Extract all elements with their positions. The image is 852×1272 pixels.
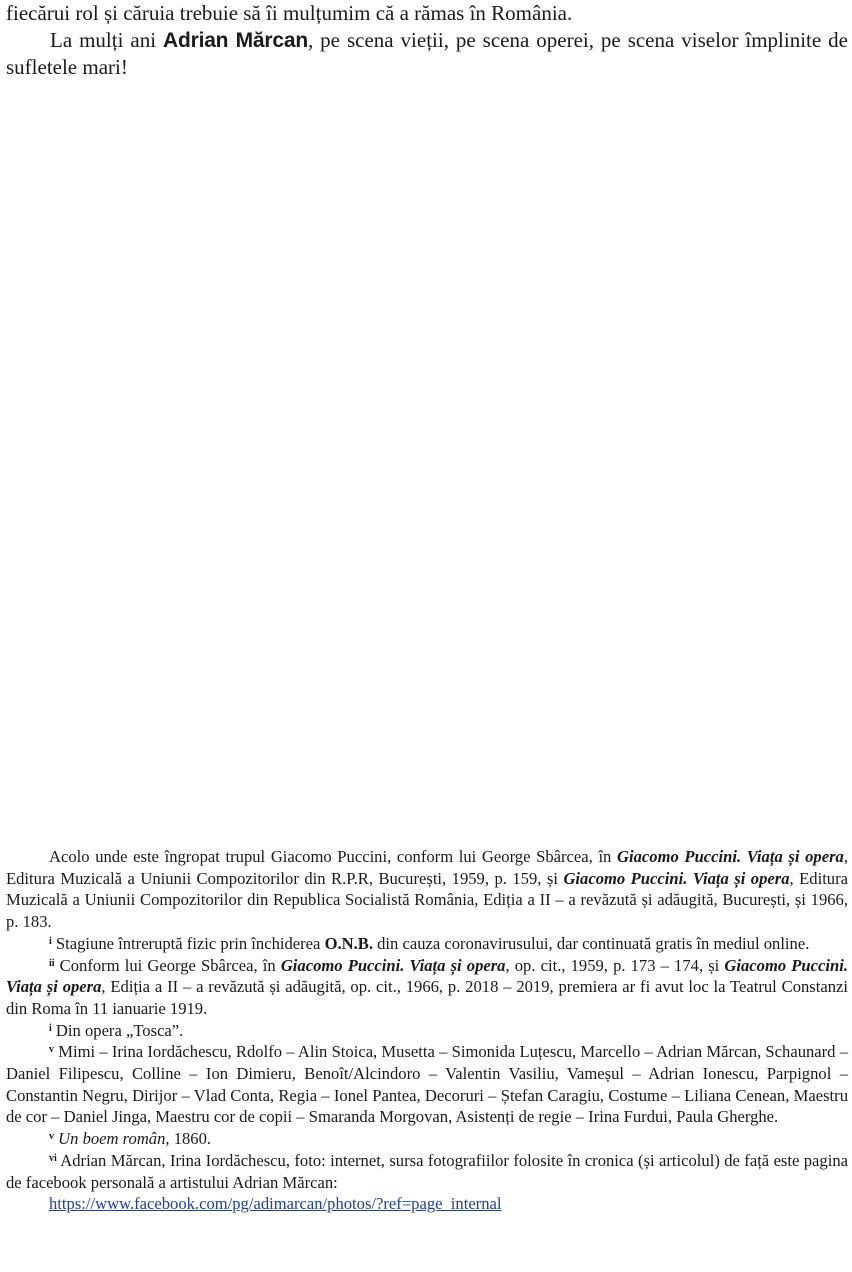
- closing-paragraph-rest: , pe scena vieții, pe scena operei, pe scena viselor împlinite de sufletele mari!: [6, 28, 848, 79]
- footnote-3-text-a: Conform lui George Sbârcea, în: [54, 955, 281, 975]
- footnote-3: [6, 955, 848, 1020]
- main-text: [6, 0, 848, 81]
- footnote-1-text-c: , Editura Muzicală a Uniunii Compozitorilor din R.P.R, București, 1959, p. 159, și: [6, 847, 848, 888]
- footnote-1-book-title-2: Giacomo Puccini. Viața și opera: [563, 868, 790, 888]
- footnote-1-book-title-1: Giacomo Puccini. Viața și opera: [617, 847, 844, 866]
- footnote-1-text-a: Acolo unde este îngropat trupul Giacomo Puccini, conform lui George Sbârcea, în: [49, 847, 618, 866]
- footnote-5: [6, 1041, 848, 1128]
- footnote-7-marker: vi: [49, 1152, 57, 1164]
- facebook-photos-link[interactable]: https://www.facebook.com/pg/adimarcan/photos/?ref=page_internal: [49, 1194, 502, 1214]
- footnote-3-text-e: , Ediția a II – a revăzută și adăugită, op. cit., 1966, p. 2018 – 2019, premiera ar fi avut loc la Teatrul Constanzi din Roma în 11 ianuarie 1919.: [6, 977, 848, 1018]
- footnote-2: [6, 933, 848, 955]
- footnote-7-link-line: [6, 1193, 848, 1215]
- footnote-2-text-a: Stagiune întreruptă fizic prin închiderea: [51, 933, 325, 953]
- footnote-5-marker: v: [49, 1044, 54, 1056]
- footnote-7-text: Adrian Mărcan, Irina Iordăchescu, foto: internet, sursa fotografiilor folosite în cronica (și articolul) de față este pagina de facebook personală a artistului Adrian Mărcan:: [6, 1150, 848, 1192]
- paragraph-ending-text: fiecărui rol și căruia trebuie să îi mulțumim că a rămas în România.: [6, 1, 573, 25]
- footnote-4-text: Din opera „Tosca”.: [51, 1020, 184, 1040]
- footnote-6-marker: v: [49, 1131, 54, 1143]
- footnote-3-text-c: , op. cit., 1959, p. 173 – 174, și: [505, 955, 725, 975]
- footnote-1-text-e: , Editura Muzicală a Uniunii Compozitorilor din Republica Socialistă România, Ediția a II – a revăzută și adăugită, București, și 1966, p. 183.: [6, 868, 848, 932]
- footnote-6-title: Un boem român: [58, 1129, 166, 1149]
- footnote-3-book-title-2: Giacomo Puccini. Viața și opera: [6, 955, 848, 997]
- footnote-6: [6, 1128, 848, 1150]
- footnote-3-book-title-1: Giacomo Puccini. Viața și opera: [280, 955, 506, 975]
- footnote-7: [6, 1150, 848, 1193]
- footnote-1: [6, 846, 848, 933]
- footnote-3-marker: ii: [49, 957, 55, 969]
- footnote-2-marker: i: [49, 935, 52, 947]
- footnote-2-onb: O.N.B.: [324, 933, 373, 953]
- footnotes: [6, 846, 848, 1215]
- artist-name: Adrian Mărcan: [163, 29, 308, 52]
- footnote-4-marker: i: [49, 1022, 52, 1034]
- footnote-4: [6, 1020, 848, 1042]
- closing-paragraph-start: La mulți ani: [50, 28, 163, 52]
- footnote-6-year: , 1860.: [165, 1129, 212, 1149]
- footnote-2-text-c: din cauza coronavirusului, dar continuată gratis în mediul online.: [372, 933, 810, 953]
- closing-paragraph: [6, 27, 848, 81]
- footnote-5-cast-list: Mimi – Irina Iordăchescu, Rdolfo – Alin Stoica, Musetta – Simonida Luțescu, Marcello – Adrian Mărcan, Schaunard – Daniel Filipescu, Colline – Ion Dimieru, Benoît/Alcindoro – Valentin Vasiliu, Vameșul – Adrian Ionescu, Parpignol – Constantin Negru, Dirijor – Vlad Conta, Regia – Ionel Pantea, Decoruri – Ștefan Caragiu, Costume – Liliana Cenean, Maestru de cor – Daniel Jinga, Maestru cor de copii – Smaranda Morgovan, Asistenți de regie – Irina Furdui, Paula Gherghe.: [6, 1042, 848, 1127]
- paragraph-ending: [6, 0, 848, 27]
